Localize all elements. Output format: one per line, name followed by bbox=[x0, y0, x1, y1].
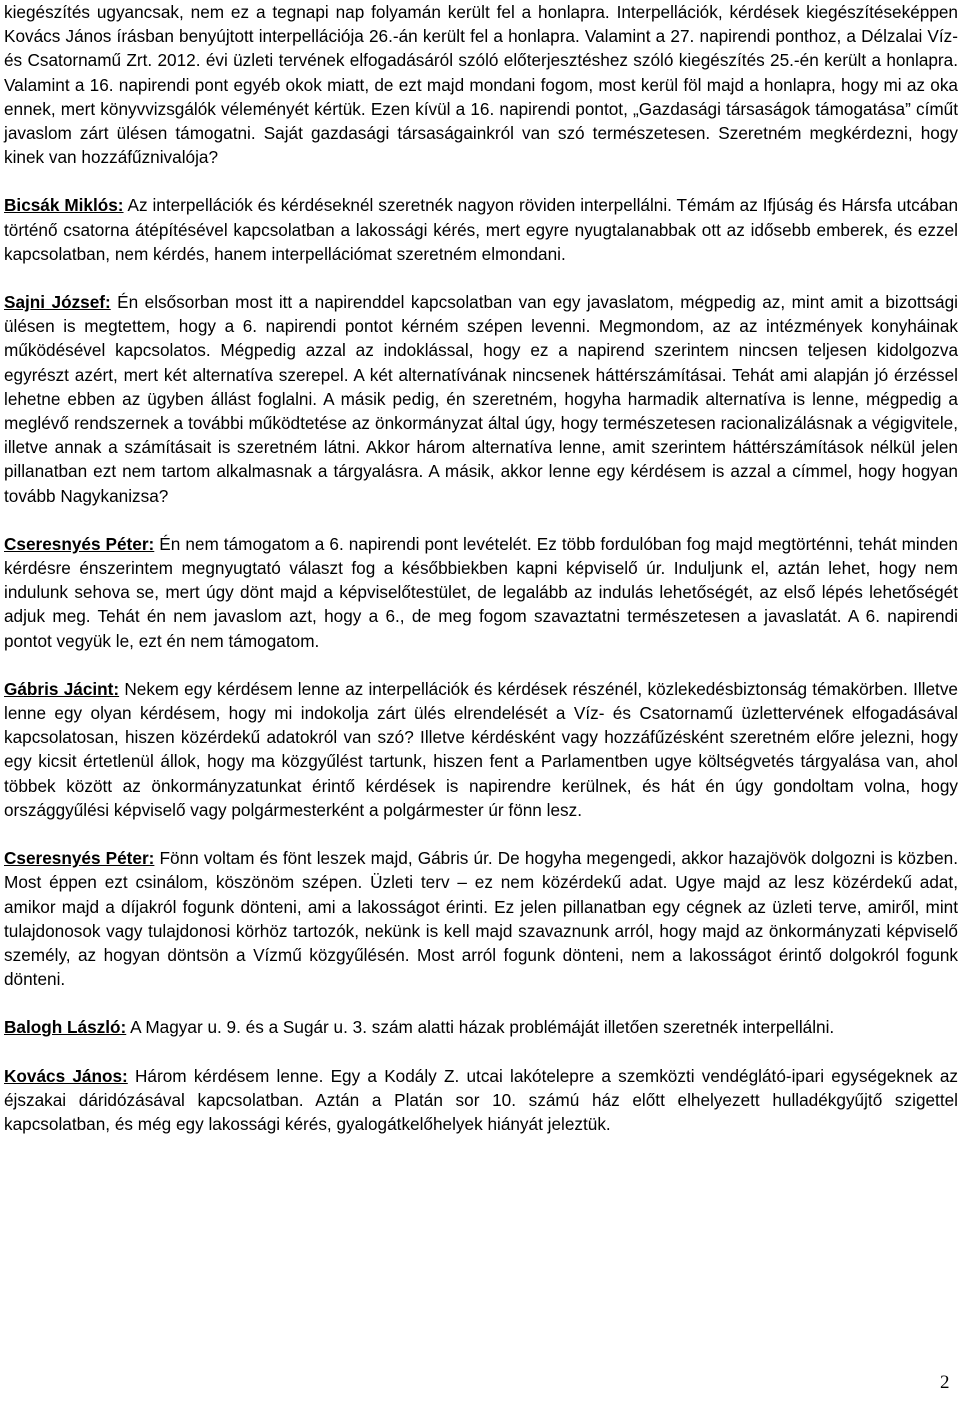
paragraph-gabris-jacint bbox=[4, 677, 958, 822]
paragraph-gap bbox=[4, 508, 958, 532]
paragraph-text: Nekem egy kérdésem lenne az interpellációk és kérdések részénél, közlekedésbiztonság témakörben. Illetve lenne egy olyan kérdésem, hogy mi indokolja zárt ülés elrendelését a Víz- és Csatornamű üzlettervének elfogadásával kapcsolatosan, hiszen közérdekű adatokról van szó? Illetve kérdésként vagy hozzáfűzésként szeretném előre jelezni, hogy egy kicsit értetlenül állok, hogy ma közgyűlést tartunk, hiszen fent a Parlamentben ugye költségvetés tárgyalása van, ahol többek között az önkormányzatunkat érintő kérdések is napirendre kerülnek, és hát én úgy gondoltam volna, hogy országgyűlési képviselő vagy polgármesterként a polgármester úr fönn lesz. bbox=[4, 678, 958, 820]
paragraph-gap bbox=[4, 169, 958, 193]
paragraph-cseresnyes-peter-1 bbox=[4, 532, 958, 653]
paragraph-cseresnyes-peter-2 bbox=[4, 846, 958, 991]
paragraph-kovacs-janos bbox=[4, 1064, 958, 1137]
paragraph-gap bbox=[4, 822, 958, 846]
paragraph-gap bbox=[4, 266, 958, 290]
paragraph-gap bbox=[4, 1040, 958, 1064]
speaker-name: Balogh László: bbox=[4, 1017, 127, 1038]
paragraph-bicsak-miklos bbox=[4, 193, 958, 266]
paragraph-text: Én nem támogatom a 6. napirendi pont levételét. Ez több fordulóban fog majd megtörténni, tehát minden kérdésre énszerintem megnyugtató választ fog a későbbiekben kapni képviselő úr. Induljunk el, aztán lehet, hogy nem indulunk sehova se, mert úgy dönt majd a képviselőtestület, de legalább az indulás lehetőségét, az első lépés lehetőségét adjuk meg. Tehát én nem javaslom azt, hogy a 6., de meg fogom szavaztatni természetesen a javaslatát. A 6. napirendi pontot vegyük le, ezt én nem támogatom. bbox=[4, 533, 958, 651]
speaker-name: Bicsák Miklós: bbox=[4, 195, 124, 216]
speaker-name: Kovács János: bbox=[4, 1065, 128, 1086]
paragraph-text: kiegészítés ugyancsak, nem ez a tegnapi nap folyamán került fel a honlapra. Interpellációk, kérdések kiegészítéseképpen Kovács János írásban benyújtott interpellációja 26.-án került fel a honlapra. Valamint a 27. napirendi ponthoz, a Délzalai Víz- és Csatornamű Zrt. 2012. évi üzleti tervének elfogadásáról szóló előterjesztéshez szóló kiegészítés 25.-én került a honlapra. Valamint a 16. napirendi pont egyéb okok miatt, de ezt majd mondani fogom, most kerül föl majd a honlapra, hogy mi az oka ennek, mert könyvvizsgálók véleményét kértük. Ezen kívül a 16. napirendi pontot, „Gazdasági társaságok támogatása” címűt javaslom zárt ülésen támogatni. Saját gazdasági társaságainkról van szó természetesen. Szeretném megkérdezni, hogy kinek van hozzáfűznivalója? bbox=[4, 2, 958, 168]
speaker-name: Cseresnyés Péter: bbox=[4, 848, 155, 869]
paragraph-gap bbox=[4, 653, 958, 677]
paragraph-text: Három kérdésem lenne. Egy a Kodály Z. utcai lakótelepre a szemközti vendéglátó-ipari egységeknek az éjszakai dáridózásával kapcsolatban. Aztán a Platán sor 10. számú ház előtt elhelyezett hulladékgyűjtő szigettel kapcsolatban, és még egy lakossági kérés, gyalogátkelőhelyek hiányát jeleztük. bbox=[4, 1065, 958, 1134]
paragraph-intro bbox=[4, 0, 958, 169]
paragraph-text: Én elsősorban most itt a napirenddel kapcsolatban van egy javaslatom, mégpedig az, mint amit a bizottsági ülésen is megtettem, hogy a 6. napirendi pontot kérném szépen levenni. Megmondom, az az intézmények konyháinak működésével kapcsolatos. Mégpedig azzal az indoklással, hogy ez a napirend szerintem nincsen teljesen kidolgozva egyrészt azért, mert két alternatíva szerepel. A két alternatívának nincsenek háttérszámításai. Tehát ami alapján jó érzéssel lehetne ebben az ügyben állást foglalni. A másik pedig, én szeretném, hogyha harmadik alternatíva is lenne, mégpedig a meglévő rendszernek a további működtetése az önkormányzat által úgy, hogy természetesen racionalizálásnak a végigvitele, illetve annak a számításait is szeretném látni. Akkor három alternatíva lenne, amit szerintem háttérszámítások nélkül jelen pillanatban ezt nem tartom alkalmasnak a tárgyalásra. A másik, akkor lenne egy kérdésem is azzal a címmel, hogy hogyan tovább Nagykanizsa? bbox=[4, 292, 958, 506]
paragraph-text: A Magyar u. 9. és a Sugár u. 3. szám alatti házak problémáját illetően szeretnék interpellálni. bbox=[130, 1017, 835, 1038]
page-number: 2 bbox=[940, 1372, 950, 1393]
paragraph-balogh-laszlo bbox=[4, 1015, 958, 1039]
paragraph-text: Az interpellációk és kérdéseknél szeretnék nagyon röviden interpellálni. Témám az Ifjúság és Hársfa utcában történő csatorna átépítésével kapcsolatban a lakossági kérés, mert egyre nyugtalanabbak ott az idősebb emberek, és ezzel kapcsolatban, nem kérdés, hanem interpellációmat szeretném elmondani. bbox=[4, 195, 958, 264]
speaker-name: Gábris Jácint: bbox=[4, 678, 120, 699]
document-page bbox=[4, 0, 958, 1136]
paragraph-gap bbox=[4, 991, 958, 1015]
paragraph-sajni-jozsef bbox=[4, 290, 958, 508]
paragraph-text: Fönn voltam és fönt leszek majd, Gábris úr. De hogyha megengedi, akkor hazajövök dolgozni is közben. Most éppen ezt csinálom, köszönöm szépen. Üzleti terv – ez nem közérdekű adat. Ugye majd az lesz közérdekű adat, amikor majd a díjakról fogunk dönteni, ami a lakosságot érinti. Ez jelen pillanatban egy cégnek az üzleti terve, amiről, mint tulajdonosok vagy tulajdonosi körhöz tartozók, nekünk is kell majd szavaznunk arról, hogy majd az önkormányzati képviselő személy, az hogyan döntsön a Vízmű közgyűlésén. Most arról fogunk dönteni, nem a lakosságot érintő dolgokról fogunk dönteni. bbox=[4, 848, 958, 990]
speaker-name: Cseresnyés Péter: bbox=[4, 533, 155, 554]
speaker-name: Sajni József: bbox=[4, 292, 111, 313]
